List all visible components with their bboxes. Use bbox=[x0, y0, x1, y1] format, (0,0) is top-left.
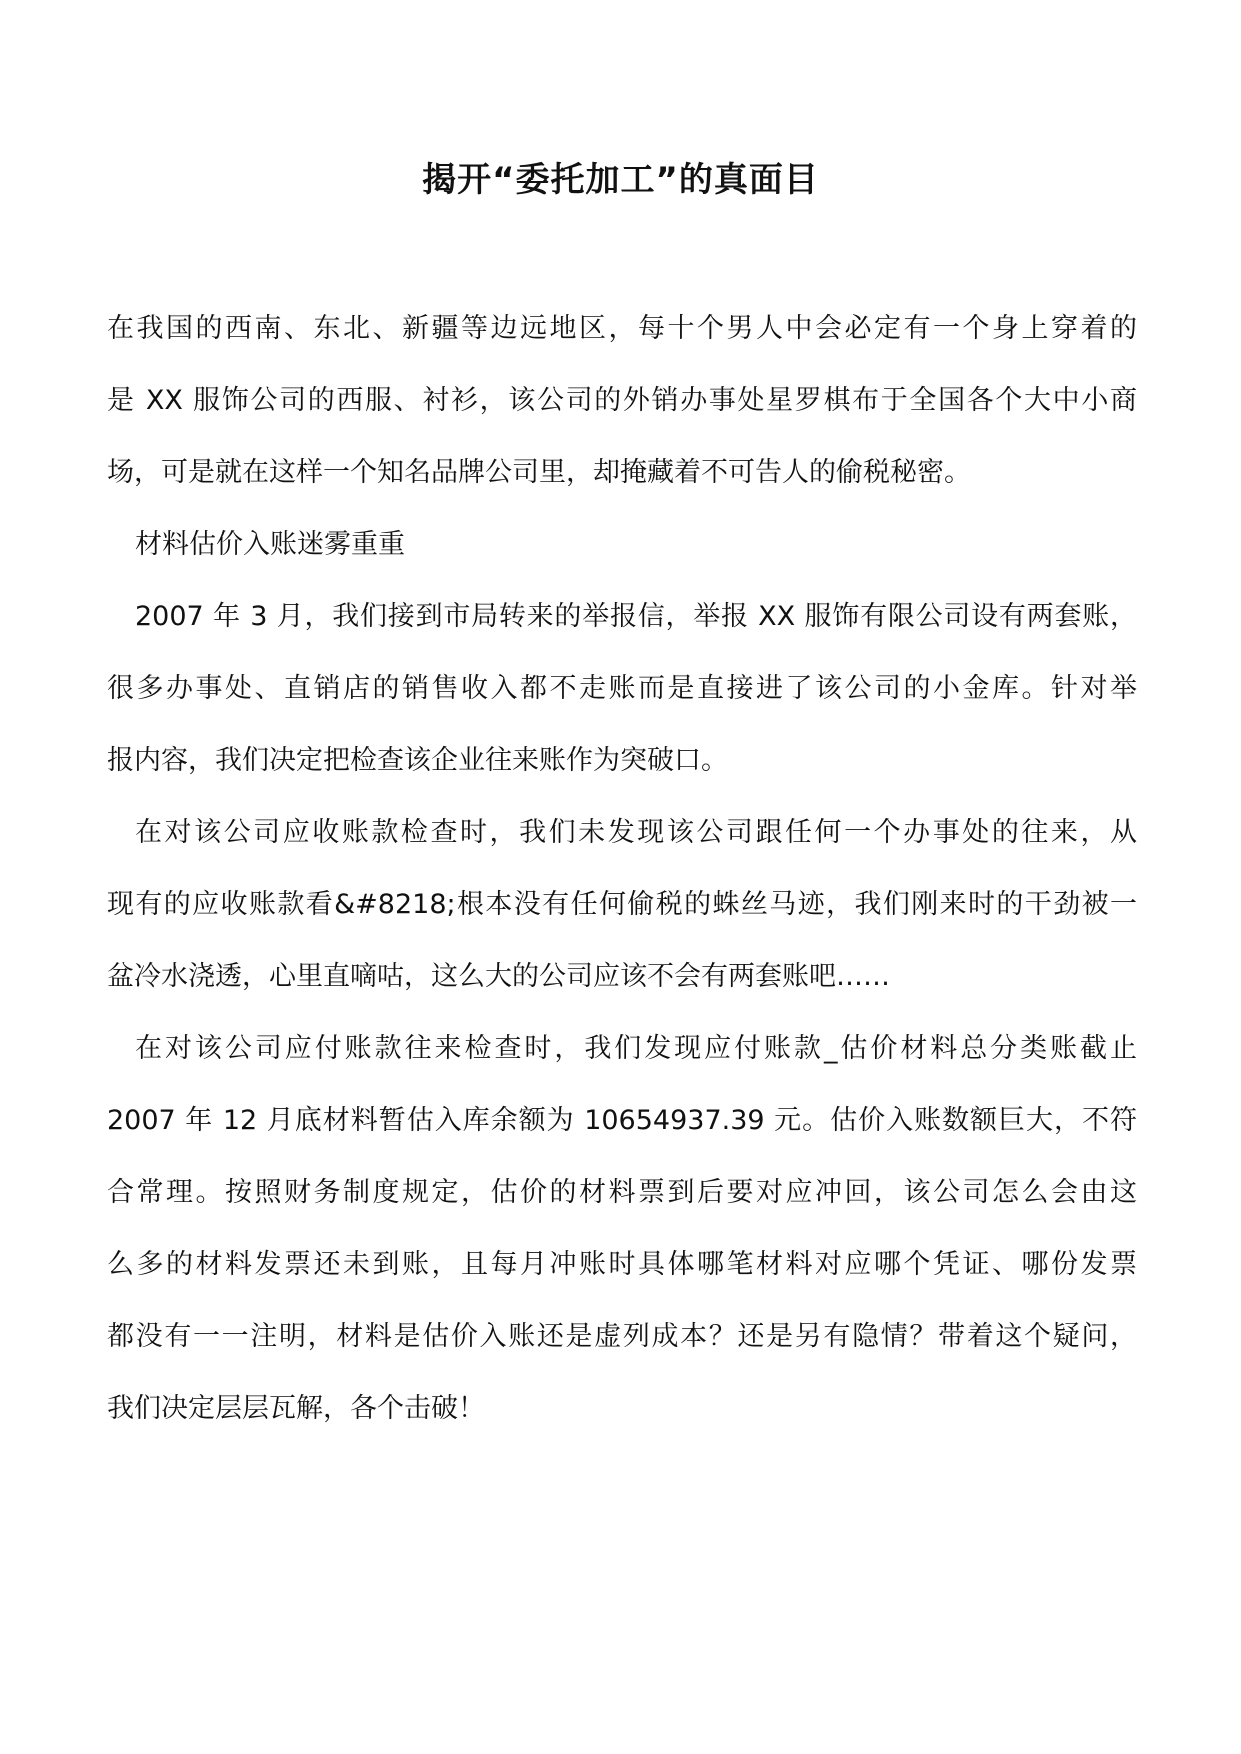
paragraph-line: 盆冷水浇透，心里直嘀咕，这么大的公司应该不会有两套账吧…… bbox=[107, 961, 890, 992]
paragraph-line: 现有的应收账款看&#8218;根本没有任何偷税的蛛丝马迹，我们刚来时的干劲被一 bbox=[107, 889, 1137, 920]
paragraph-line: 在对该公司应收账款检查时，我们未发现该公司跟任何一个办事处的往来，从 bbox=[135, 817, 1137, 848]
paragraph-line: 合常理。按照财务制度规定，估价的材料票到后要对应冲回，该公司怎么会由这 bbox=[107, 1177, 1137, 1208]
document-title: 揭开“委托加工”的真面目 bbox=[422, 160, 819, 200]
paragraph-line: 在对该公司应付账款往来检查时，我们发现应付账款_估价材料总分类账截止 bbox=[135, 1033, 1137, 1064]
paragraph-line: 很多办事处、直销店的销售收入都不走账而是直接进了该公司的小金库。针对举 bbox=[107, 673, 1137, 704]
section-heading: 材料估价入账迷雾重重 bbox=[135, 529, 405, 560]
paragraph-line: 2007 年 12 月底材料暂估入库余额为 10654937.39 元。估价入账数额巨大，不符 bbox=[107, 1105, 1137, 1136]
paragraph-line: 么多的材料发票还未到账，且每月冲账时具体哪笔材料对应哪个凭证、哪份发票 bbox=[107, 1249, 1137, 1280]
paragraph-line: 在我国的西南、东北、新疆等边远地区，每十个男人中会必定有一个身上穿着的 bbox=[107, 313, 1137, 344]
paragraph-line: 场，可是就在这样一个知名品牌公司里，却掩藏着不可告人的偷税秘密。 bbox=[107, 457, 971, 488]
paragraph-line: 报内容，我们决定把检查该企业往来账作为突破口。 bbox=[107, 745, 728, 776]
paragraph-line: 2007 年 3 月，我们接到市局转来的举报信，举报 XX 服饰有限公司设有两套账， bbox=[135, 601, 1137, 632]
paragraph-line: 我们决定层层瓦解，各个击破！ bbox=[107, 1393, 485, 1424]
paragraph-line: 是 XX 服饰公司的西服、衬衫，该公司的外销办事处星罗棋布于全国各个大中小商 bbox=[107, 385, 1137, 416]
paragraph-line: 都没有一一注明，材料是估价入账还是虚列成本？还是另有隐情？带着这个疑问， bbox=[107, 1321, 1137, 1352]
